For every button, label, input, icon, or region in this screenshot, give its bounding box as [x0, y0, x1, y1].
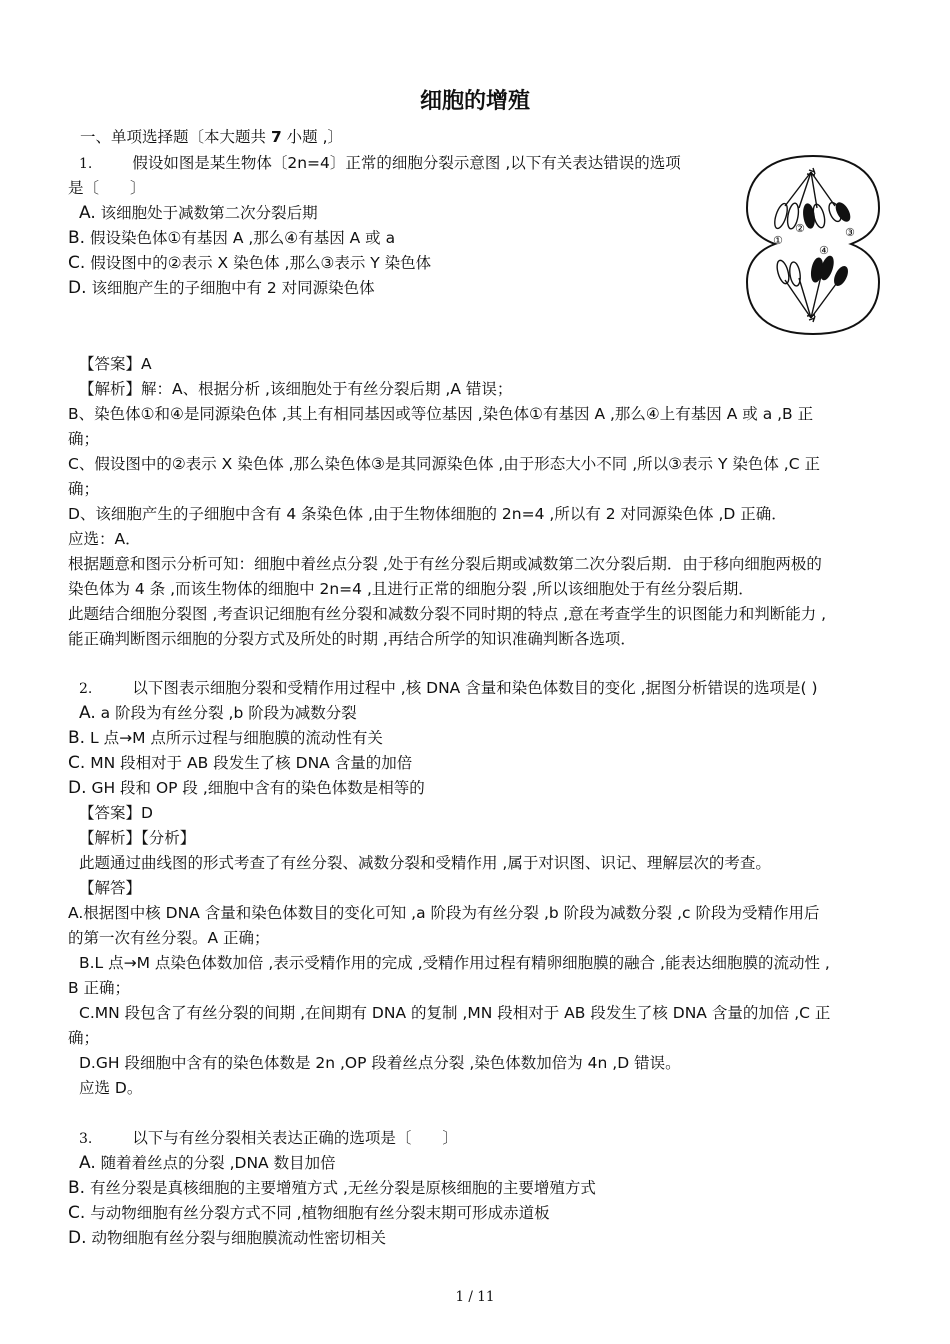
q2-solution-line: B.L 点→M 点染色体数加倍 ,表示受精作用的完成 ,受精作用过程有精卵细胞膜的融合 ,能表达细胞膜的流动性 ,: [79, 954, 830, 972]
q3-option-b: [68, 1177, 596, 1199]
q3-option-a: [79, 1152, 336, 1174]
option-letter: B.: [68, 228, 86, 248]
q1-stem-line1: [79, 152, 681, 175]
option-text: 假设图中的②表示 X 染色体 ,那么③表示 Y 染色体: [90, 254, 432, 272]
page-number: 1 / 11: [455, 1289, 495, 1305]
q2-solution-tag: 【解答】: [79, 879, 142, 897]
option-text: 假设染色体①有基因 A ,那么④有基因 A 或 a: [90, 229, 396, 247]
option-letter: D.: [68, 278, 87, 298]
q1-analysis-line: B、染色体①和④是同源染色体 ,其上有相同基因或等位基因 ,染色体①有基因 A ,那么④上有基因 A 或 a ,B 正: [68, 405, 814, 423]
analysis-tag: 【解析】: [79, 829, 142, 847]
q2-number: 2.: [79, 681, 93, 697]
analysis-subhead: 【分析】: [141, 829, 196, 847]
q3-number: 3.: [79, 1131, 93, 1147]
section-heading: [80, 126, 343, 148]
q1-analysis-line: 确；: [68, 480, 100, 498]
q1-stem-line2: 是〔 〕: [68, 179, 146, 197]
q1-analysis-line: 此题结合细胞分裂图 ,考查识记细胞有丝分裂和减数分裂不同时期的特点 ,意在考查学生的识图能力和判断能力 ,: [68, 605, 827, 623]
section-suffix: 小题 ,〕: [281, 128, 344, 146]
answer-tag: 【答案】: [79, 804, 142, 822]
option-letter: C.: [68, 1203, 86, 1223]
option-text: 有丝分裂是真核细胞的主要增殖方式 ,无丝分裂是原核细胞的主要增殖方式: [90, 1179, 596, 1197]
q3-option-d: [68, 1227, 386, 1249]
option-letter: C.: [68, 753, 86, 773]
q3-option-c: [68, 1202, 550, 1224]
option-text: MN 段相对于 AB 段发生了核 DNA 含量的加倍: [90, 754, 413, 772]
q2-analysis-summary: 此题通过曲线图的形式考查了有丝分裂、减数分裂和受精作用 ,属于对识图、识记、理解层次的考查。: [79, 854, 771, 872]
q1-analysis-line: 染色体为 4 条 ,而该生物体的细胞中 2n=4 ,且进行正常的细胞分裂 ,所以该细胞处于有丝分裂后期．: [68, 580, 754, 598]
q3-stem-line: [79, 1127, 458, 1150]
option-letter: B.: [68, 1178, 86, 1198]
q3-stem: 以下与有丝分裂相关表达正确的选项是〔 〕: [132, 1129, 458, 1147]
q1-option-c: [68, 252, 431, 274]
option-text: 动物细胞有丝分裂与细胞膜流动性密切相关: [91, 1229, 386, 1247]
option-text: 随着着丝点的分裂 ,DNA 数目加倍: [100, 1154, 336, 1172]
q2-solution-line: C.MN 段包含了有丝分裂的间期 ,在间期有 DNA 的复制 ,MN 段相对于 AB 段发生了核 DNA 含量的加倍 ,C 正: [79, 1004, 831, 1022]
q1-stem: 假设如图是某生物体〔2n=4〕正常的细胞分裂示意图 ,以下有关表达错误的选项: [132, 154, 681, 172]
q2-solution-line: B 正确；: [68, 979, 131, 997]
option-letter: A.: [79, 703, 96, 723]
analysis-text: 解：A、根据分析 ,该细胞处于有丝分裂后期 ,A 错误；: [141, 380, 513, 398]
q2-analysis-head: [79, 827, 195, 849]
option-text: a 阶段为有丝分裂 ,b 阶段为减数分裂: [100, 704, 357, 722]
option-letter: B.: [68, 728, 86, 748]
option-text: L 点→M 点所示过程与细胞膜的流动性有关: [90, 729, 383, 747]
q2-option-a: [79, 702, 357, 724]
option-letter: D.: [68, 1228, 87, 1248]
q2-option-c: [68, 752, 412, 774]
option-letter: A.: [79, 203, 96, 223]
option-text: GH 段和 OP 段 ,细胞中含有的染色体数是相等的: [91, 779, 425, 797]
q1-analysis-line: [79, 378, 512, 400]
section-prefix: 一、单项选择题〔本大题共: [80, 128, 271, 146]
cell-division-figure: [743, 150, 883, 338]
q2-solution-line: A.根据图中核 DNA 含量和染色体数目的变化可知 ,a 阶段为有丝分裂 ,b 阶段为减数分裂 ,c 阶段为受精作用后: [68, 904, 820, 922]
option-letter: C.: [68, 253, 86, 273]
q1-option-d: [68, 277, 375, 299]
option-text: 该细胞产生的子细胞中有 2 对同源染色体: [91, 279, 375, 297]
q1-analysis-line: D、该细胞产生的子细胞中含有 4 条染色体 ,由于生物体细胞的 2n=4 ,所以有 2 对同源染色体 ,D 正确．: [68, 505, 787, 523]
q2-stem-line: [79, 677, 818, 700]
q2-solution-line: D.GH 段细胞中含有的染色体数是 2n ,OP 段着丝点分裂 ,染色体数加倍为 4n ,D 错误。: [79, 1054, 681, 1072]
figure-label-1: ①: [773, 234, 783, 247]
answer-tag: 【答案】: [79, 355, 142, 373]
q1-number: 1.: [79, 156, 93, 172]
answer-value: D: [141, 804, 153, 822]
q2-answer: [79, 802, 153, 824]
analysis-tag: 【解析】: [79, 380, 142, 398]
option-text: 该细胞处于减数第二次分裂后期: [100, 204, 318, 222]
q2-solution-line: 的第一次有丝分裂。A 正确；: [68, 929, 270, 947]
figure-label-4: ④: [819, 244, 829, 257]
option-letter: A.: [79, 1153, 96, 1173]
q2-stem: 以下图表示细胞分裂和受精作用过程中 ,核 DNA 含量和染色体数目的变化 ,据图分析错误的选项是( ): [132, 679, 818, 697]
q1-answer: [79, 353, 152, 375]
section-count: 7: [270, 128, 282, 146]
q1-analysis-line: C、假设图中的②表示 X 染色体 ,那么染色体③是其同源染色体 ,由于形态大小不同 ,所以③表示 Y 染色体 ,C 正: [68, 455, 820, 473]
lower-pole: [775, 255, 850, 322]
upper-pole: [772, 168, 852, 230]
answer-value: A: [141, 355, 152, 373]
q1-analysis-line: 应选：A．: [68, 530, 141, 548]
figure-label-3: ③: [845, 226, 855, 239]
q2-solution-line: 确；: [68, 1029, 100, 1047]
option-text: 与动物细胞有丝分裂方式不同 ,植物细胞有丝分裂末期可形成赤道板: [90, 1204, 550, 1222]
page-title: 细胞的增殖: [419, 89, 530, 114]
figure-label-2: ②: [795, 222, 805, 235]
q1-option-a: [79, 202, 318, 224]
q1-analysis-line: 根据题意和图示分析可知：细胞中着丝点分裂 ,处于有丝分裂后期或减数第二次分裂后期．由于移向细胞两极的: [68, 555, 822, 573]
q1-option-b: [68, 227, 395, 249]
option-letter: D.: [68, 778, 87, 798]
q2-solution-line: 应选 D。: [79, 1079, 143, 1097]
q1-analysis-line: 确；: [68, 430, 100, 448]
q1-analysis-line: 能正确判断图示细胞的分裂方式及所处的时期 ,再结合所学的知识准确判断各选项．: [68, 630, 636, 648]
q2-option-b: [68, 727, 383, 749]
q2-option-d: [68, 777, 425, 799]
